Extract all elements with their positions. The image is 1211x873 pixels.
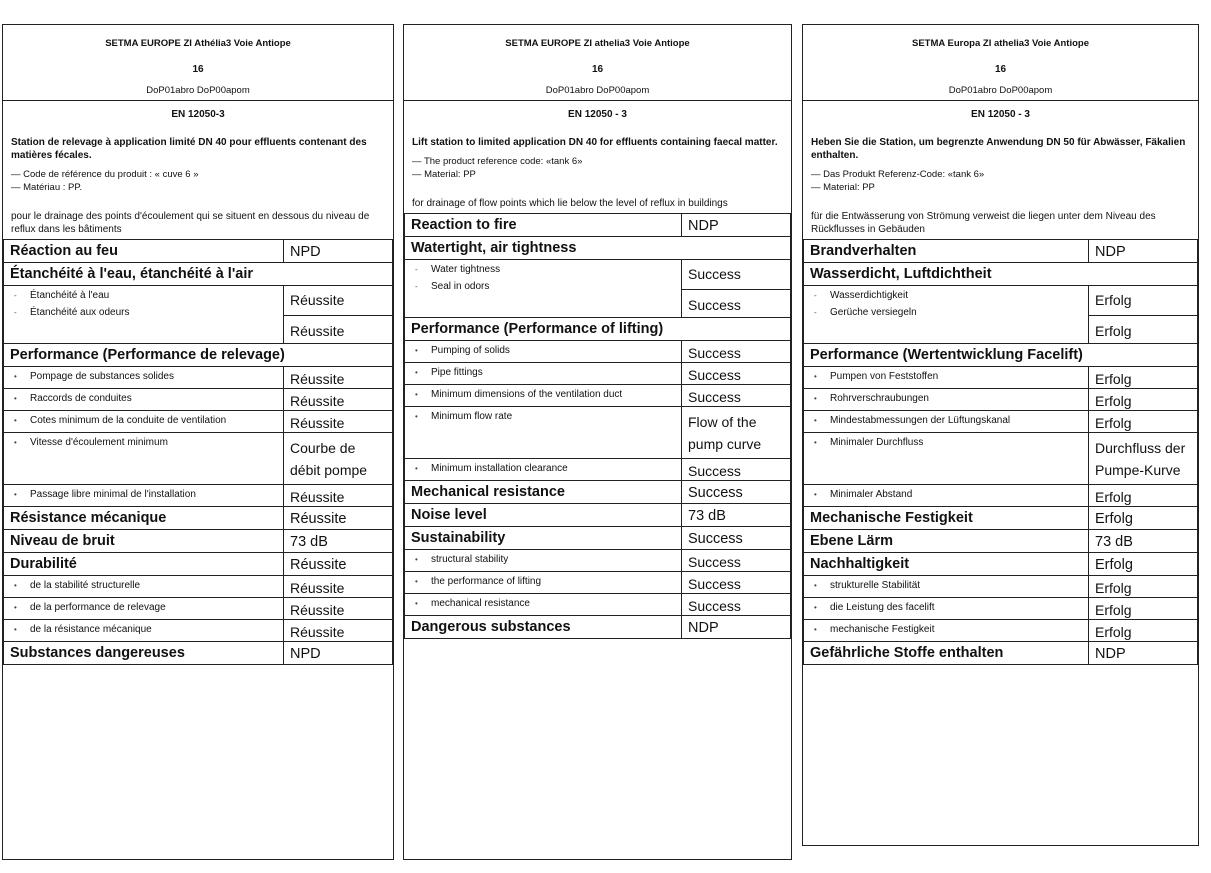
sub-characteristic-label: Raccords de conduites <box>30 393 132 404</box>
sub-characteristic-row <box>4 620 393 642</box>
bullet-icon: • <box>415 390 418 399</box>
bullet-icon: - <box>415 265 418 274</box>
performance-value: Success <box>682 363 791 385</box>
sub-characteristic-label: Rohrverschraubungen <box>830 393 929 404</box>
sub-characteristic-row <box>4 411 393 433</box>
sub-characteristic-row <box>405 363 791 385</box>
sub-characteristic-cell <box>804 367 1089 389</box>
sub-characteristic-row <box>405 407 791 459</box>
dop-panel-de <box>802 24 1199 846</box>
performance-value: Réussite <box>284 553 393 576</box>
characteristic-label: Watertight, air tightness <box>405 237 791 260</box>
performance-value: Réussite <box>284 315 392 342</box>
product-intended-use-title: Heben Sie die Station, um begrenzte Anwendung DN 50 für Abwässer, Fäkalien enthalten. <box>811 137 1186 161</box>
product-spec-item <box>412 168 783 181</box>
characteristic-label: Noise level <box>405 504 682 527</box>
sub-characteristic-label: Vitesse d'écoulement minimum <box>30 437 168 448</box>
dash-bullet-icon: — <box>412 156 424 167</box>
bullet-icon: • <box>415 412 418 421</box>
characteristic-row <box>804 553 1198 576</box>
performance-value: NDP <box>682 616 791 639</box>
harmonised-standard: EN 12050 - 3 <box>568 109 627 120</box>
characteristic-row <box>804 530 1198 553</box>
sub-characteristic-cell <box>804 485 1089 507</box>
characteristic-row <box>405 318 791 341</box>
sub-characteristic-label: de la performance de relevage <box>30 602 166 613</box>
characteristic-label: Dangerous substances <box>405 616 682 639</box>
sub-characteristic-row <box>804 620 1198 642</box>
performance-value: Réussite <box>290 292 345 308</box>
sub-characteristic-label: de la résistance mécanique <box>30 624 152 635</box>
performance-value: Erfolg <box>1095 292 1132 308</box>
characteristic-row <box>4 240 393 263</box>
sub-characteristic-row <box>405 459 791 481</box>
bullet-icon: - <box>14 308 17 317</box>
characteristic-label: Mechanical resistance <box>405 481 682 504</box>
dash-bullet-icon: — <box>412 169 425 180</box>
dop-panel-fr <box>2 24 394 860</box>
bullet-icon: - <box>415 282 418 291</box>
sub-characteristic-label: Minimum flow rate <box>431 411 513 422</box>
bullet-icon: - <box>814 291 817 300</box>
product-spec-item <box>11 181 385 194</box>
sub-characteristic-row <box>804 389 1198 411</box>
sub-characteristic-item <box>415 264 675 275</box>
product-use-statement: pour le drainage des points d'écoulement qui se situent en dessous du niveau de reflux dans les bâtiments <box>11 211 370 235</box>
bullet-icon: • <box>814 438 817 447</box>
sub-characteristic-row <box>4 433 393 485</box>
characteristic-label: Performance (Performance of lifting) <box>405 318 791 341</box>
product-spec-text: Das Produkt Referenz-Code: «tank 6» <box>823 169 985 180</box>
manufacturer-address: SETMA EUROPE ZI athelia3 Voie Antiope <box>505 38 690 49</box>
sub-characteristic-label: strukturelle Stabilität <box>830 580 921 591</box>
sub-characteristic-row <box>4 485 393 507</box>
sub-characteristic-row <box>405 572 791 594</box>
characteristic-row <box>4 507 393 530</box>
sub-characteristic-label: Étanchéité aux odeurs <box>30 307 130 318</box>
product-spec-text: The product reference code: «tank 6» <box>423 156 583 167</box>
sub-characteristic-label: Mindestabmessungen der Lüftungskanal <box>830 415 1011 426</box>
product-codes: DoP01abro DoP00apom <box>404 85 791 101</box>
sub-characteristic-label: Étanchéité à l'eau <box>30 290 110 301</box>
performance-value: Réussite <box>284 507 393 530</box>
sub-characteristic-label-group <box>405 260 682 318</box>
bullet-icon: • <box>814 372 817 381</box>
performance-table <box>404 213 791 639</box>
sub-characteristic-row <box>804 286 1198 344</box>
performance-value: Success <box>682 481 791 504</box>
dop-number: 16 <box>591 64 604 75</box>
sub-characteristic-label: the performance of lifting <box>431 576 542 587</box>
sub-characteristic-item <box>415 281 675 292</box>
sub-characteristic-label: Minimum installation clearance <box>431 463 568 474</box>
characteristic-row <box>4 642 393 665</box>
characteristic-row <box>405 237 791 260</box>
sub-characteristic-label-group <box>804 286 1089 344</box>
sub-characteristic-cell <box>405 407 682 459</box>
sub-characteristic-row <box>804 576 1198 598</box>
sub-characteristic-cell <box>4 389 284 411</box>
sub-characteristic-row <box>405 260 791 318</box>
sub-characteristic-row <box>804 367 1198 389</box>
sub-characteristic-label: Passage libre minimal de l'installation <box>30 489 196 500</box>
product-use-statement: for drainage of flow points which lie below the level of reflux in buildings <box>412 198 728 209</box>
characteristic-row <box>405 504 791 527</box>
sub-characteristic-cell <box>4 620 284 642</box>
dash-bullet-icon: — <box>11 169 24 180</box>
sub-characteristic-row <box>4 576 393 598</box>
product-intended-use-title: Station de relevage à application limité DN 40 pour effluents contenant des matières fécales. <box>11 137 367 161</box>
sub-characteristic-label: Pumping of solids <box>431 345 510 356</box>
bullet-icon: • <box>415 346 418 355</box>
sub-characteristic-cell <box>405 572 682 594</box>
sub-characteristic-row <box>405 385 791 407</box>
bullet-icon: • <box>814 603 817 612</box>
sub-characteristic-cell <box>405 594 682 616</box>
product-spec-text: Code de référence du produit : « cuve 6 » <box>23 169 199 180</box>
performance-value: Réussite <box>284 598 393 620</box>
sub-characteristic-cell <box>804 411 1089 433</box>
performance-value: Réussite <box>284 576 393 598</box>
performance-value: Réussite <box>284 620 393 642</box>
performance-value: Success <box>682 594 791 616</box>
sub-characteristic-row <box>4 389 393 411</box>
characteristic-row <box>804 263 1198 286</box>
characteristic-label: Niveau de bruit <box>4 530 284 553</box>
performance-table <box>3 239 393 665</box>
sub-characteristic-cell <box>804 620 1089 642</box>
product-spec-text: Material: PP <box>823 182 875 193</box>
manufacturer-address: SETMA Europa ZI athelia3 Voie Antiope <box>911 38 1089 49</box>
performance-value: Erfolg <box>1089 507 1198 530</box>
characteristic-row <box>4 530 393 553</box>
characteristic-row <box>804 344 1198 367</box>
bullet-icon: • <box>14 394 17 403</box>
characteristic-label: Réaction au feu <box>4 240 284 263</box>
characteristic-label: Gefährliche Stoffe enthalten <box>804 642 1089 665</box>
performance-value: Success <box>682 550 791 572</box>
performance-value-group <box>284 286 393 344</box>
characteristic-label: Mechanische Festigkeit <box>804 507 1089 530</box>
sub-characteristic-label: Gerüche versiegeln <box>830 307 917 318</box>
characteristic-row <box>4 553 393 576</box>
sub-characteristic-label: Water tightness <box>431 264 501 275</box>
performance-value: NDP <box>1089 240 1198 263</box>
sub-characteristic-row <box>804 485 1198 507</box>
bullet-icon: • <box>14 372 17 381</box>
harmonised-standard: EN 12050 - 3 <box>971 109 1030 120</box>
sub-characteristic-cell <box>4 598 284 620</box>
product-spec-item <box>11 168 385 181</box>
performance-value: Réussite <box>284 411 393 433</box>
performance-value: Durchfluss der Pumpe-Kurve <box>1089 433 1198 485</box>
performance-value: NDP <box>682 214 791 237</box>
bullet-icon: • <box>14 581 17 590</box>
sub-characteristic-label: mechanische Festigkeit <box>830 624 935 635</box>
harmonised-standard: EN 12050-3 <box>171 109 225 120</box>
performance-value: 73 dB <box>682 504 791 527</box>
performance-table <box>803 239 1198 665</box>
performance-value: Réussite <box>284 485 393 507</box>
sub-characteristic-label: Seal in odors <box>431 281 490 292</box>
product-description <box>404 136 791 210</box>
performance-value: Success <box>682 289 790 316</box>
sub-characteristic-label: Minimaler Durchfluss <box>830 437 924 448</box>
bullet-icon: • <box>814 416 817 425</box>
characteristic-row <box>4 263 393 286</box>
sub-characteristic-label: Pumpen von Feststoffen <box>830 371 939 382</box>
characteristic-row <box>405 481 791 504</box>
performance-value: Erfolg <box>1089 367 1198 389</box>
performance-value: Réussite <box>284 389 393 411</box>
sub-characteristic-cell <box>804 389 1089 411</box>
bullet-icon: • <box>14 438 17 447</box>
characteristic-row <box>804 507 1198 530</box>
product-description <box>3 136 393 236</box>
bullet-icon: • <box>415 464 418 473</box>
product-spec-text: Material: PP <box>424 169 476 180</box>
sub-characteristic-cell <box>804 576 1089 598</box>
bullet-icon: • <box>415 599 418 608</box>
sub-characteristic-label: structural stability <box>431 554 509 565</box>
performance-value: Success <box>682 459 791 481</box>
bullet-icon: • <box>14 490 17 499</box>
bullet-icon: - <box>14 291 17 300</box>
performance-value: Flow of the pump curve <box>682 407 791 459</box>
panel-header <box>404 25 791 101</box>
product-codes: DoP01abro DoP00apom <box>803 85 1198 101</box>
bullet-icon: • <box>415 555 418 564</box>
bullet-icon: • <box>415 577 418 586</box>
characteristic-label: Performance (Wertentwicklung Facelift) <box>804 344 1198 367</box>
sub-characteristic-cell <box>4 433 284 485</box>
dop-panel-en <box>403 24 792 860</box>
bullet-icon: • <box>814 581 817 590</box>
bullet-icon: • <box>14 625 17 634</box>
dash-bullet-icon: — <box>11 182 24 193</box>
sub-characteristic-cell <box>4 576 284 598</box>
sub-characteristic-row <box>804 598 1198 620</box>
bullet-icon: • <box>415 368 418 377</box>
characteristic-label: Wasserdicht, Luftdichtheit <box>804 263 1198 286</box>
performance-value: NPD <box>284 240 393 263</box>
characteristic-label: Résistance mécanique <box>4 507 284 530</box>
sub-characteristic-row <box>804 411 1198 433</box>
sub-characteristic-label: mechanical resistance <box>431 598 530 609</box>
bullet-icon: • <box>814 490 817 499</box>
sub-characteristic-cell <box>405 363 682 385</box>
sub-characteristic-row <box>4 286 393 344</box>
performance-value: Erfolg <box>1089 620 1198 642</box>
sub-characteristic-label: Minimum dimensions of the ventilation duct <box>431 389 623 400</box>
sub-characteristic-row <box>804 433 1198 485</box>
performance-value: Success <box>682 572 791 594</box>
sub-characteristic-cell <box>4 485 284 507</box>
sub-characteristic-cell <box>4 367 284 389</box>
characteristic-label: Performance (Performance de relevage) <box>4 344 393 367</box>
sub-characteristic-cell <box>804 598 1089 620</box>
sub-characteristic-label: Minimaler Abstand <box>830 489 913 500</box>
performance-value-group <box>682 260 791 318</box>
sub-characteristic-item <box>14 307 277 318</box>
characteristic-row <box>405 527 791 550</box>
characteristic-label: Ebene Lärm <box>804 530 1089 553</box>
sub-characteristic-cell <box>804 433 1089 485</box>
characteristic-label: Reaction to fire <box>405 214 682 237</box>
sub-characteristic-cell <box>405 550 682 572</box>
product-description <box>803 136 1198 236</box>
sub-characteristic-row <box>405 594 791 616</box>
performance-value: Success <box>682 385 791 407</box>
characteristic-label: Étanchéité à l'eau, étanchéité à l'air <box>4 263 393 286</box>
dash-bullet-icon: — <box>811 182 824 193</box>
characteristic-label: Nachhaltigkeit <box>804 553 1089 576</box>
sub-characteristic-label: Cotes minimum de la conduite de ventilation <box>30 415 227 426</box>
bullet-icon: - <box>814 308 817 317</box>
performance-value: NDP <box>1089 642 1198 665</box>
bullet-icon: • <box>14 416 17 425</box>
performance-value: Success <box>688 266 741 282</box>
performance-value: Erfolg <box>1089 598 1198 620</box>
performance-value: Erfolg <box>1089 389 1198 411</box>
panel-header <box>3 25 393 101</box>
product-spec-item <box>811 181 1190 194</box>
performance-value-group <box>1089 286 1198 344</box>
bullet-icon: • <box>814 625 817 634</box>
performance-value: Réussite <box>284 367 393 389</box>
performance-value: Erfolg <box>1089 553 1198 576</box>
sub-characteristic-row <box>405 550 791 572</box>
product-use-statement: für die Entwässerung von Strömung verweist die liegen unter dem Niveau des Rückflusses in Gebäuden <box>811 211 1156 235</box>
performance-value: Erfolg <box>1089 315 1197 342</box>
sub-characteristic-label: Pompage de substances solides <box>30 371 174 382</box>
characteristic-row <box>804 240 1198 263</box>
sub-characteristic-label: de la stabilité structurelle <box>30 580 141 591</box>
characteristic-row <box>405 616 791 639</box>
characteristic-label: Brandverhalten <box>804 240 1089 263</box>
performance-value: Courbe de débit pompe <box>284 433 393 485</box>
sub-characteristic-label: die Leistung des facelift <box>830 602 935 613</box>
bullet-icon: • <box>814 394 817 403</box>
characteristic-label: Substances dangereuses <box>4 642 284 665</box>
performance-value: Success <box>682 341 791 363</box>
product-spec-item <box>811 168 1190 181</box>
sub-characteristic-item <box>814 290 1082 301</box>
sub-characteristic-row <box>4 367 393 389</box>
sub-characteristic-item <box>814 307 1082 318</box>
product-spec-text: Matériau : PP. <box>23 182 83 193</box>
bullet-icon: • <box>14 603 17 612</box>
sub-characteristic-cell <box>4 411 284 433</box>
sub-characteristic-cell <box>405 459 682 481</box>
sub-characteristic-label: Wasserdichtigkeit <box>830 290 908 301</box>
dash-bullet-icon: — <box>811 169 824 180</box>
panel-header <box>803 25 1198 101</box>
sub-characteristic-cell <box>405 385 682 407</box>
sub-characteristic-item <box>14 290 277 301</box>
characteristic-row <box>405 214 791 237</box>
dop-number: 16 <box>192 64 204 75</box>
product-spec-item <box>412 155 783 168</box>
performance-value: 73 dB <box>1089 530 1198 553</box>
sub-characteristic-label: Pipe fittings <box>431 367 483 378</box>
characteristic-label: Sustainability <box>405 527 682 550</box>
performance-value: Erfolg <box>1089 411 1198 433</box>
performance-value: 73 dB <box>284 530 393 553</box>
sub-characteristic-cell <box>405 341 682 363</box>
dop-number: 16 <box>994 64 1007 75</box>
sub-characteristic-row <box>4 598 393 620</box>
manufacturer-address: SETMA EUROPE ZI Athélia3 Voie Antiope <box>105 38 291 49</box>
sub-characteristic-label-group <box>4 286 284 344</box>
characteristic-row <box>4 344 393 367</box>
performance-value: Success <box>682 527 791 550</box>
product-codes: DoP01abro DoP00apom <box>3 85 393 101</box>
sub-characteristic-row <box>405 341 791 363</box>
performance-value: NPD <box>284 642 393 665</box>
characteristic-row <box>804 642 1198 665</box>
performance-value: Erfolg <box>1089 485 1198 507</box>
performance-value: Erfolg <box>1089 576 1198 598</box>
product-intended-use-title: Lift station to limited application DN 40 for effluents containing faecal matter. <box>412 137 778 148</box>
characteristic-label: Durabilité <box>4 553 284 576</box>
